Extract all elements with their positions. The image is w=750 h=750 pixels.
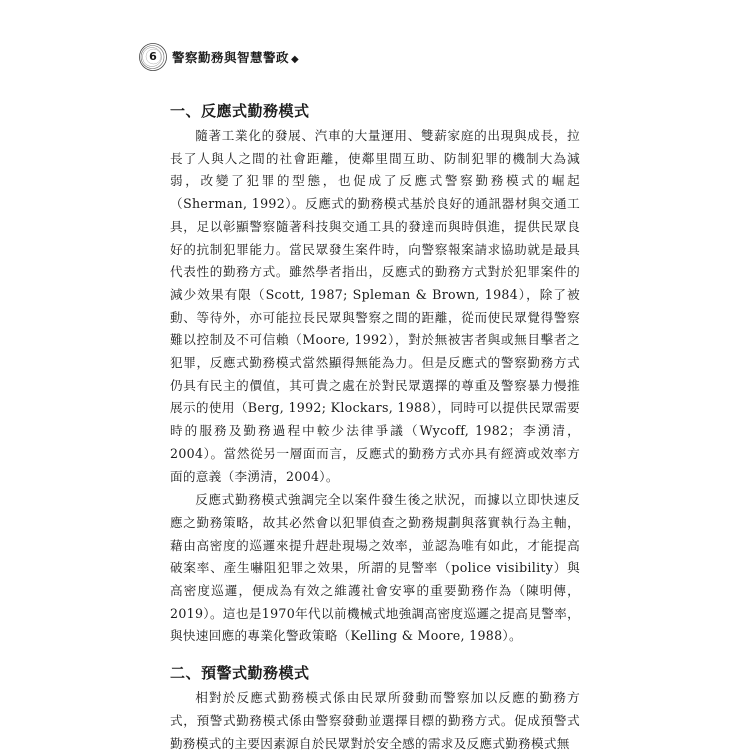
- paragraph: 反應式勤務模式強調完全以案件發生後之狀況，而據以立即快速反應之勤務策略，故其必然會以犯罪偵查之勤務規劃與落實執行為主軸，藉由高密度的巡邏來提升趕赴現場之效率，並認為唯有如此，才能提高破案率、產生嚇阻犯罪之效果，所謂的見警率（police visibility）與高密度巡邏，便成為有效之維護社會安寧的重要勤務作為（陳明傳，2019）。這也是1970年代以前機械式地強調高密度巡邏之提高見警率，與快速回應的專業化警政策略（Kelling & Moore, 1988）。: [170, 492, 580, 644]
- paragraph: 隨著工業化的發展、汽車的大量運用、雙薪家庭的出現與成長，拉長了人與人之間的社會距離，使鄰里間互助、防制犯罪的機制大為減弱，改變了犯罪的型態，也促成了反應式警察勤務模式的崛起（Sherman, 1992）。反應式的勤務模式基於良好的通訊器材與交通工具，足以彰顯警察隨著科技與交通工具的發達而與時俱進，提供民眾良好的抗制犯罪能力。當民眾發生案件時，向警察報案請求協助就是最具代表性的勤務方式。雖然學者指出，反應式的勤務方式對於犯罪案件的減少效果有限（Scott, 1987; Spleman & Brown, 1984），除了被動、等待外，亦可能拉長民眾與警察之間的距離，從而使民眾覺得警察難以控制及不可信賴（Moore, 1992），對於無被害者與或無目擊者之犯罪，反應式勤務模式當然顯得無能為力。但是反應式的警察勤務方式仍具有民主的價值，其可貴之處在於對民眾選擇的尊重及警察暴力慢推展示的使用（Berg, 1992; Klockars, 1988），同時可以提供民眾需要時的服務及勤務過程中較少法律爭議（Wycoff, 1982；李湧清，2004）。當然從另一層面而言，反應式的勤務方式亦具有經濟或效率方面的意義（李湧清，2004）。: [170, 128, 580, 484]
- paragraph: 相對於反應式勤務模式係由民眾所發動而警察加以反應的勤務方式，預警式勤務模式係由警察發動並選擇目標的勤務方式。促成預警式勤務模式的主要因素源自於民眾對於安全感的需求及反應式勤務模式無: [170, 690, 580, 750]
- running-header: [138, 42, 299, 72]
- running-title-mark: ◆: [291, 53, 299, 65]
- page-number-ornament: [138, 42, 168, 72]
- section-heading-proactive: 二、預警式勤務模式: [170, 664, 310, 683]
- running-title: 警察勤務與智慧警政: [172, 50, 290, 65]
- body-content: [170, 95, 580, 750]
- page-number: 6: [149, 50, 157, 63]
- section-heading-reactive: 一、反應式勤務模式: [170, 102, 310, 120]
